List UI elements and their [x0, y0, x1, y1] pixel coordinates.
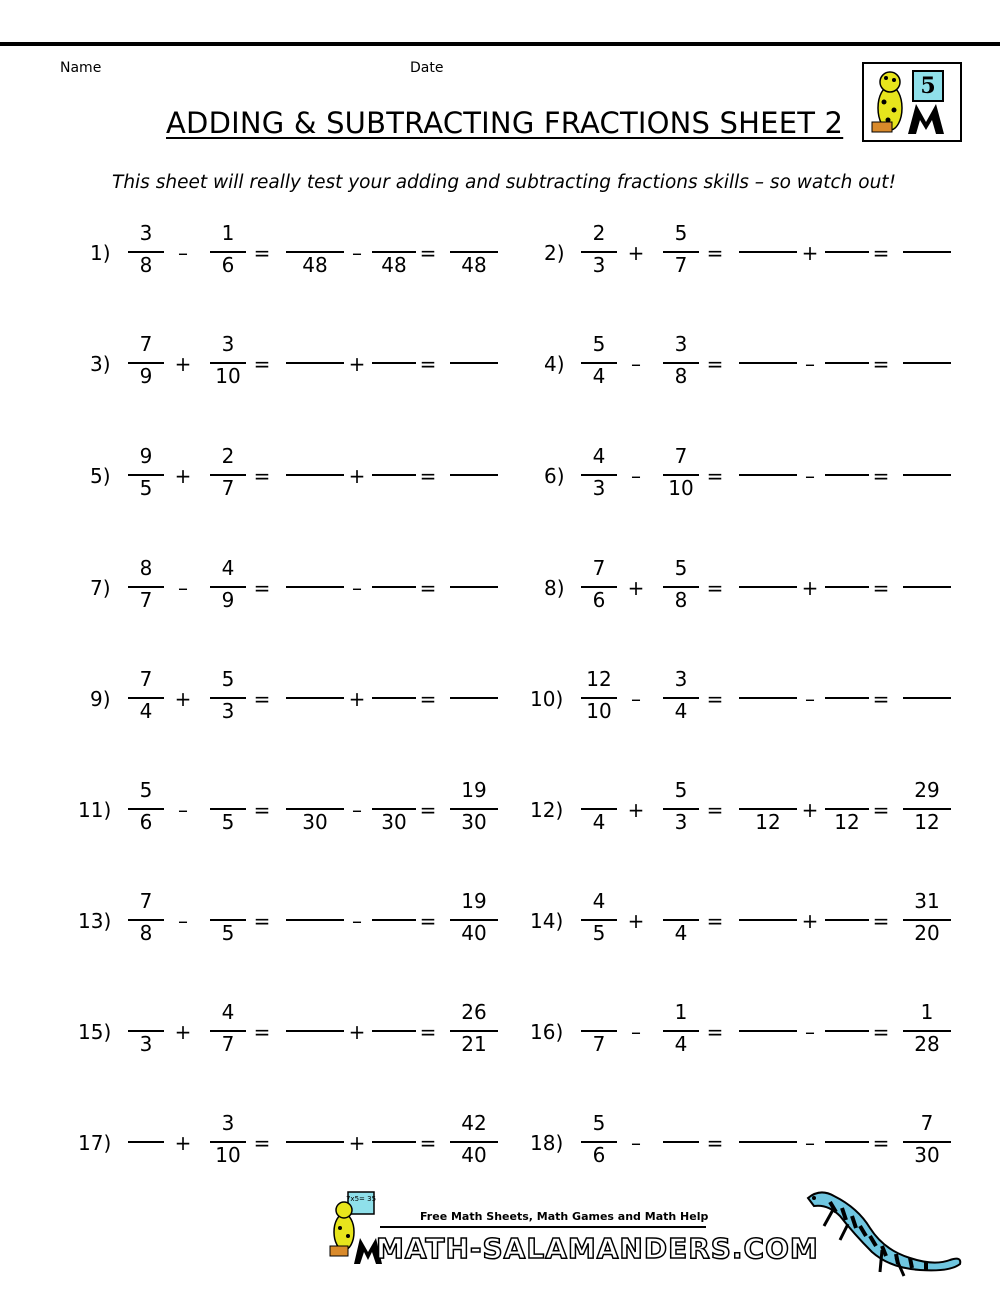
- equals-sign-2: =: [419, 241, 437, 265]
- fraction-b-numerator: 3: [221, 1111, 235, 1135]
- fraction-b-bar: [663, 1141, 699, 1143]
- problem-number: 5): [90, 464, 111, 488]
- answer-fraction-d-bar: [372, 697, 416, 699]
- problem-14: [453, 889, 993, 953]
- operator-1: –: [178, 241, 188, 265]
- fraction-b-numerator: 5: [674, 778, 688, 802]
- fraction-b-numerator: 5: [674, 221, 688, 245]
- equals-sign-1: =: [706, 576, 724, 600]
- fraction-a-bar: [128, 1141, 164, 1143]
- fraction-b-denominator: 4: [674, 699, 688, 723]
- equals-sign-1: =: [253, 1131, 271, 1155]
- problem-number: 15): [78, 1020, 112, 1044]
- operator-2: +: [348, 352, 366, 376]
- result-fraction-numerator: 26: [461, 1000, 487, 1024]
- equals-sign-2: =: [419, 352, 437, 376]
- answer-fraction-d-denominator: 30: [381, 810, 407, 834]
- operator-2: +: [348, 1020, 366, 1044]
- fraction-a-denominator: 3: [139, 1032, 153, 1056]
- equals-sign-1: =: [706, 464, 724, 488]
- problem-number: 1): [90, 241, 111, 265]
- answer-fraction-c-bar: [286, 1141, 344, 1143]
- equals-sign-2: =: [872, 241, 890, 265]
- fraction-a-denominator: 7: [139, 588, 153, 612]
- fraction-a-numerator: 5: [139, 778, 153, 802]
- fraction-b-numerator: 1: [221, 221, 235, 245]
- answer-fraction-c-bar: [286, 474, 344, 476]
- result-fraction-bar: [903, 586, 951, 588]
- operator-1: +: [174, 352, 192, 376]
- fraction-a-denominator: 10: [586, 699, 612, 723]
- equals-sign-2: =: [872, 464, 890, 488]
- answer-fraction-c-bar: [286, 919, 344, 921]
- result-fraction-numerator: 42: [461, 1111, 487, 1135]
- problem-number: 12): [530, 798, 564, 822]
- answer-fraction-d-bar: [825, 586, 869, 588]
- fraction-b-denominator: 10: [215, 1143, 241, 1167]
- answer-fraction-c-denominator: 30: [302, 810, 328, 834]
- equals-sign-1: =: [253, 352, 271, 376]
- equals-sign-1: =: [253, 909, 271, 933]
- result-fraction-numerator: 1: [920, 1000, 934, 1024]
- equals-sign-2: =: [419, 1131, 437, 1155]
- fraction-a-numerator: 7: [592, 556, 606, 580]
- operator-1: +: [627, 241, 645, 265]
- result-fraction-denominator: 40: [461, 1143, 487, 1167]
- fraction-a-denominator: 8: [139, 921, 153, 945]
- footer-site-link[interactable]: MATH-SALAMANDERS.COM: [376, 1232, 819, 1265]
- result-fraction-numerator: 29: [914, 778, 940, 802]
- result-fraction-bar: [903, 251, 951, 253]
- equals-sign-1: =: [253, 687, 271, 711]
- fraction-a-denominator: 6: [592, 588, 606, 612]
- operator-2: –: [805, 464, 815, 488]
- result-fraction-denominator: 30: [461, 810, 487, 834]
- fraction-a-denominator: 6: [139, 810, 153, 834]
- equals-sign-2: =: [419, 687, 437, 711]
- result-fraction-denominator: 21: [461, 1032, 487, 1056]
- answer-fraction-c-bar: [286, 697, 344, 699]
- result-fraction-numerator: 19: [461, 778, 487, 802]
- operator-1: –: [178, 909, 188, 933]
- equals-sign-1: =: [706, 687, 724, 711]
- problem-6: [453, 444, 993, 508]
- fraction-b-numerator: 7: [674, 444, 688, 468]
- problem-16: [453, 1000, 993, 1064]
- operator-1: –: [178, 576, 188, 600]
- fraction-a-denominator: 8: [139, 253, 153, 277]
- equals-sign-2: =: [872, 1020, 890, 1044]
- grade-logo: [862, 62, 962, 142]
- answer-fraction-d-bar: [372, 919, 416, 921]
- fraction-b-denominator: 4: [674, 921, 688, 945]
- fraction-b-denominator: 10: [668, 476, 694, 500]
- problem-number: 16): [530, 1020, 564, 1044]
- fraction-b-denominator: 6: [221, 253, 235, 277]
- equals-sign-2: =: [419, 1020, 437, 1044]
- fraction-b-numerator: 2: [221, 444, 235, 468]
- fraction-b-denominator: 8: [674, 588, 688, 612]
- operator-2: –: [352, 798, 362, 822]
- page-subtitle: This sheet will really test your adding and subtracting fractions skills – so watch out!: [112, 172, 896, 193]
- operator-1: –: [178, 798, 188, 822]
- fraction-b-denominator: 9: [221, 588, 235, 612]
- operator-2: +: [801, 798, 819, 822]
- problem-number: 3): [90, 352, 111, 376]
- problem-number: 4): [544, 352, 565, 376]
- answer-fraction-d-bar: [825, 1141, 869, 1143]
- result-fraction-denominator: 28: [914, 1032, 940, 1056]
- equals-sign-1: =: [253, 576, 271, 600]
- equals-sign-1: =: [253, 798, 271, 822]
- fraction-a-numerator: 2: [592, 221, 606, 245]
- fraction-b-numerator: 5: [221, 667, 235, 691]
- result-fraction-numerator: 19: [461, 889, 487, 913]
- operator-1: –: [631, 464, 641, 488]
- fraction-a-numerator: 12: [586, 667, 612, 691]
- result-fraction-denominator: 30: [914, 1143, 940, 1167]
- equals-sign-2: =: [872, 1131, 890, 1155]
- fraction-a-numerator: 7: [139, 889, 153, 913]
- fraction-a-denominator: 5: [592, 921, 606, 945]
- operator-1: –: [631, 687, 641, 711]
- operator-2: +: [348, 1131, 366, 1155]
- operator-1: +: [174, 1131, 192, 1155]
- operator-2: +: [801, 576, 819, 600]
- equals-sign-2: =: [872, 352, 890, 376]
- answer-fraction-d-denominator: 12: [834, 810, 860, 834]
- answer-fraction-c-bar: [739, 474, 797, 476]
- fraction-a-numerator: 5: [592, 332, 606, 356]
- fraction-b-denominator: 5: [221, 921, 235, 945]
- operator-1: +: [174, 1020, 192, 1044]
- equals-sign-1: =: [706, 1020, 724, 1044]
- footer-rule: [380, 1226, 706, 1228]
- answer-fraction-c-bar: [739, 1141, 797, 1143]
- equals-sign-2: =: [872, 576, 890, 600]
- fraction-b-numerator: 3: [674, 332, 688, 356]
- problem-number: 10): [530, 687, 564, 711]
- equals-sign-2: =: [419, 576, 437, 600]
- operator-2: –: [805, 687, 815, 711]
- problem-8: [453, 556, 993, 620]
- fraction-b-numerator: 3: [221, 332, 235, 356]
- answer-fraction-d-bar: [372, 1141, 416, 1143]
- answer-fraction-c-bar: [739, 586, 797, 588]
- problem-number: 18): [530, 1131, 564, 1155]
- problem-number: 13): [78, 909, 112, 933]
- equals-sign-1: =: [706, 798, 724, 822]
- fraction-a-denominator: 4: [592, 364, 606, 388]
- result-fraction-bar: [903, 474, 951, 476]
- answer-fraction-c-bar: [739, 251, 797, 253]
- result-fraction-numerator: 31: [914, 889, 940, 913]
- fraction-b-numerator: 1: [674, 1000, 688, 1024]
- problem-number: 17): [78, 1131, 112, 1155]
- fraction-b-denominator: 10: [215, 364, 241, 388]
- fraction-a-denominator: 3: [592, 476, 606, 500]
- operator-2: –: [352, 241, 362, 265]
- equals-sign-1: =: [253, 464, 271, 488]
- problem-10: [453, 667, 993, 731]
- answer-fraction-c-bar: [739, 919, 797, 921]
- problem-2: [453, 221, 993, 285]
- result-fraction-denominator: 20: [914, 921, 940, 945]
- date-label: Date: [410, 60, 444, 76]
- fraction-b-numerator: 4: [221, 1000, 235, 1024]
- operator-1: +: [174, 464, 192, 488]
- problem-number: 2): [544, 241, 565, 265]
- answer-fraction-c-bar: [286, 1030, 344, 1032]
- fraction-b-denominator: 5: [221, 810, 235, 834]
- answer-fraction-c-denominator: 48: [302, 253, 328, 277]
- fraction-a-denominator: 4: [592, 810, 606, 834]
- problem-number: 8): [544, 576, 565, 600]
- fraction-a-denominator: 4: [139, 699, 153, 723]
- fraction-a-numerator: 7: [139, 332, 153, 356]
- equals-sign-2: =: [872, 687, 890, 711]
- answer-fraction-c-bar: [286, 586, 344, 588]
- answer-fraction-d-bar: [372, 474, 416, 476]
- equals-sign-1: =: [253, 1020, 271, 1044]
- result-fraction-bar: [903, 697, 951, 699]
- operator-2: –: [805, 1020, 815, 1044]
- result-fraction-denominator: 12: [914, 810, 940, 834]
- answer-fraction-d-bar: [825, 251, 869, 253]
- problem-number: 14): [530, 909, 564, 933]
- equals-sign-1: =: [706, 1131, 724, 1155]
- operator-1: +: [627, 909, 645, 933]
- fraction-a-denominator: 6: [592, 1143, 606, 1167]
- result-fraction-denominator: 48: [461, 253, 487, 277]
- answer-fraction-d-bar: [372, 362, 416, 364]
- equals-sign-1: =: [706, 909, 724, 933]
- answer-fraction-d-bar: [825, 697, 869, 699]
- operator-1: +: [174, 687, 192, 711]
- fraction-b-denominator: 7: [221, 476, 235, 500]
- fraction-a-denominator: 5: [139, 476, 153, 500]
- salamander-icon: [800, 1186, 970, 1278]
- equals-sign-2: =: [872, 909, 890, 933]
- fraction-b-denominator: 4: [674, 1032, 688, 1056]
- fraction-a-denominator: 7: [592, 1032, 606, 1056]
- operator-2: –: [805, 1131, 815, 1155]
- equals-sign-1: =: [706, 241, 724, 265]
- fraction-a-denominator: 9: [139, 364, 153, 388]
- equals-sign-2: =: [419, 464, 437, 488]
- equals-sign-2: =: [419, 909, 437, 933]
- operator-2: +: [348, 464, 366, 488]
- problem-number: 7): [90, 576, 111, 600]
- operator-2: +: [801, 909, 819, 933]
- answer-fraction-c-bar: [739, 697, 797, 699]
- answer-fraction-c-bar: [739, 362, 797, 364]
- operator-1: –: [631, 1020, 641, 1044]
- operator-2: +: [801, 241, 819, 265]
- answer-fraction-d-bar: [372, 1030, 416, 1032]
- result-fraction-numerator: 7: [920, 1111, 934, 1135]
- fraction-b-denominator: 3: [221, 699, 235, 723]
- result-fraction-bar: [903, 362, 951, 364]
- fraction-a-numerator: 9: [139, 444, 153, 468]
- operator-2: –: [805, 352, 815, 376]
- fraction-b-denominator: 3: [674, 810, 688, 834]
- problem-18: [453, 1111, 993, 1175]
- equals-sign-2: =: [419, 798, 437, 822]
- fraction-b-numerator: 3: [674, 667, 688, 691]
- fraction-a-numerator: 4: [592, 444, 606, 468]
- name-label: Name: [60, 60, 102, 76]
- equals-sign-2: =: [872, 798, 890, 822]
- page-title: ADDING & SUBTRACTING FRACTIONS SHEET 2: [166, 106, 844, 140]
- answer-fraction-d-bar: [825, 474, 869, 476]
- operator-2: –: [352, 576, 362, 600]
- answer-fraction-c-bar: [739, 1030, 797, 1032]
- problem-12: [453, 778, 993, 842]
- fraction-a-numerator: 7: [139, 667, 153, 691]
- operator-1: –: [631, 1131, 641, 1155]
- fraction-a-numerator: 5: [592, 1111, 606, 1135]
- answer-fraction-d-bar: [372, 586, 416, 588]
- fraction-a-numerator: 3: [139, 221, 153, 245]
- top-rule: [0, 42, 1000, 46]
- fraction-b-numerator: 5: [674, 556, 688, 580]
- result-fraction-denominator: 40: [461, 921, 487, 945]
- answer-fraction-d-bar: [825, 362, 869, 364]
- operator-1: +: [627, 576, 645, 600]
- fraction-b-denominator: 8: [674, 364, 688, 388]
- answer-fraction-c-bar: [286, 362, 344, 364]
- fraction-b-denominator: 7: [221, 1032, 235, 1056]
- answer-fraction-d-bar: [825, 919, 869, 921]
- problem-number: 11): [78, 798, 112, 822]
- fraction-a-numerator: 4: [592, 889, 606, 913]
- equals-sign-1: =: [253, 241, 271, 265]
- grade-number: 5: [912, 70, 944, 102]
- answer-fraction-c-denominator: 12: [755, 810, 781, 834]
- fraction-a-denominator: 3: [592, 253, 606, 277]
- logo-chip-text: 7x5= 35: [345, 1195, 377, 1203]
- problem-number: 6): [544, 464, 565, 488]
- fraction-a-numerator: 8: [139, 556, 153, 580]
- problem-number: 9): [90, 687, 111, 711]
- problem-4: [453, 332, 993, 396]
- operator-2: –: [352, 909, 362, 933]
- operator-1: –: [631, 352, 641, 376]
- operator-2: +: [348, 687, 366, 711]
- fraction-b-numerator: 4: [221, 556, 235, 580]
- fraction-b-denominator: 7: [674, 253, 688, 277]
- answer-fraction-d-denominator: 48: [381, 253, 407, 277]
- equals-sign-1: =: [706, 352, 724, 376]
- answer-fraction-d-bar: [825, 1030, 869, 1032]
- footer-tagline: Free Math Sheets, Math Games and Math Help: [420, 1210, 709, 1223]
- operator-1: +: [627, 798, 645, 822]
